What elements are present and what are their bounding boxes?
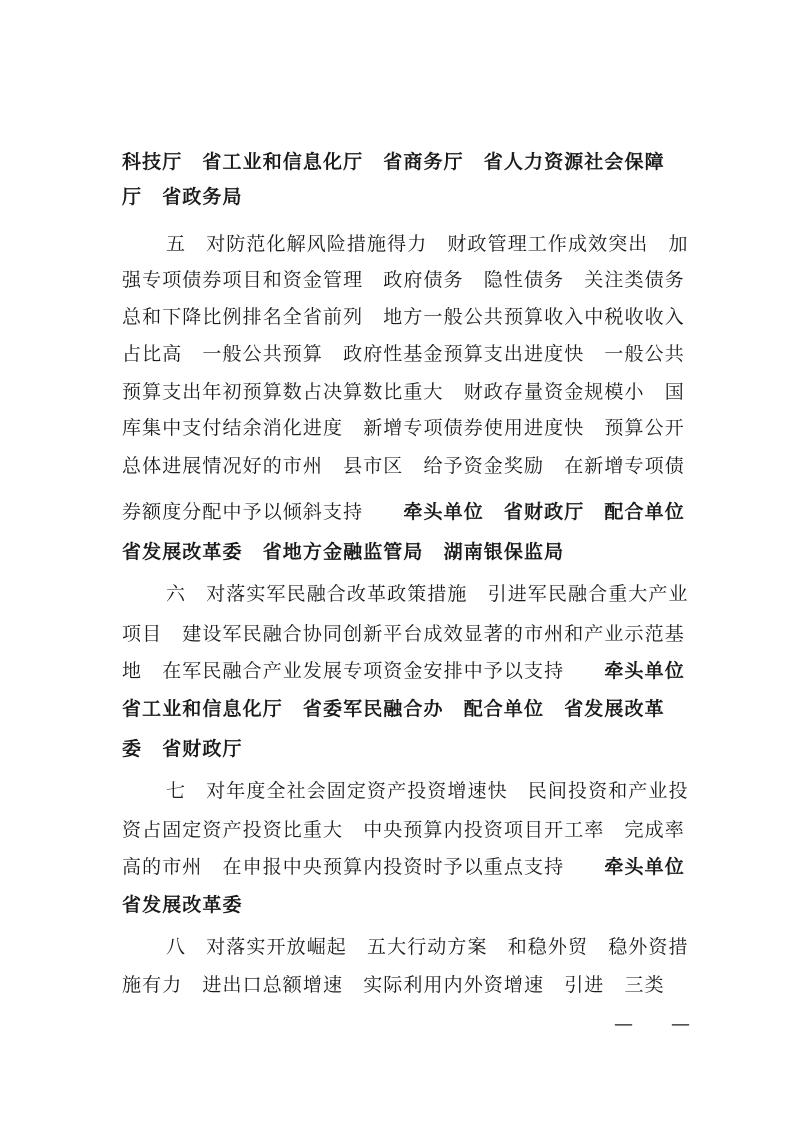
- text-line: [122, 454, 709, 478]
- text-segment: 施有力 进出口总额增速 实际利用内外资增速 引进 三类: [122, 974, 665, 996]
- text-line: [122, 737, 709, 761]
- text-line: [166, 232, 709, 256]
- text-segment: 厅 省政务局: [122, 186, 243, 208]
- text-segment: 券额度分配中予以倾斜支持: [122, 501, 384, 523]
- text-segment: 五 对防范化解风险措施得力 财政管理工作成效突出 加: [166, 233, 689, 255]
- text-segment: 牵头单位 省财政厅 配合单位: [383, 501, 685, 523]
- text-line: [122, 500, 709, 524]
- text-line: [122, 973, 709, 997]
- text-line: [122, 416, 709, 440]
- text-segment: 牵头单位: [584, 856, 685, 878]
- text-line: [122, 540, 709, 564]
- text-segment: 省发展改革委 省地方金融监管局 湖南银保监局: [122, 541, 565, 563]
- text-segment: 高的市州 在申报中央预算内投资时予以重点支持: [122, 856, 585, 878]
- text-segment: 科技厅 省工业和信息化厅 省商务厅 省人力资源社会保障: [122, 151, 665, 173]
- text-segment: 地 在军民融合产业发展专项资金安排中予以支持: [122, 660, 585, 682]
- text-segment: 预算支出年初预算数占决算数比重大 财政存量资金规模小 国: [122, 381, 685, 403]
- text-line: [122, 818, 709, 842]
- text-segment: 七 对年度全社会固定资产投资增速快 民间投资和产业投: [166, 780, 689, 802]
- text-line: [166, 582, 709, 606]
- text-segment: 项目 建设军民融合协同创新平台成效显著的市州和产业示范基: [122, 623, 685, 645]
- text-segment: 省工业和信息化厅 省委军民融合办 配合单位 省发展改革: [122, 698, 665, 720]
- text-line: [166, 779, 709, 803]
- text-segment: 省发展改革委: [122, 894, 243, 916]
- text-segment: 占比高 一般公共预算 政府性基金预算支出进度快 一般公共: [122, 343, 685, 365]
- text-segment: 资占固定资产投资比重大 中央预算内投资项目开工率 完成率: [122, 819, 685, 841]
- text-segment: 牵头单位: [584, 660, 685, 682]
- text-line: [122, 305, 709, 329]
- text-line: [122, 697, 709, 721]
- text-segment: 六 对落实军民融合改革政策措施 引进军民融合重大产业: [166, 583, 689, 605]
- text-line: [166, 935, 709, 959]
- text-line: [122, 622, 709, 646]
- text-segment: 强专项债券项目和资金管理 政府债务 隐性债务 关注类债务: [122, 269, 685, 291]
- text-line: [122, 150, 709, 174]
- text-segment: 总体进展情况好的市州 县市区 给予资金奖励 在新增专项债: [122, 455, 685, 477]
- text-line: [122, 893, 709, 917]
- text-line: [122, 855, 709, 879]
- text-segment: 委 省财政厅: [122, 738, 243, 760]
- page-number: — —: [614, 1013, 691, 1035]
- text-line: [122, 659, 709, 683]
- text-line: [122, 380, 709, 404]
- text-line: [122, 185, 709, 209]
- text-line: [122, 268, 709, 292]
- text-segment: 八 对落实开放崛起 五大行动方案 和稳外贸 稳外资措: [166, 936, 689, 958]
- text-segment: 总和下降比例排名全省前列 地方一般公共预算收入中税收收入: [122, 306, 685, 328]
- text-segment: 库集中支付结余消化进度 新增专项债券使用进度快 预算公开: [122, 417, 685, 439]
- text-line: [122, 342, 709, 366]
